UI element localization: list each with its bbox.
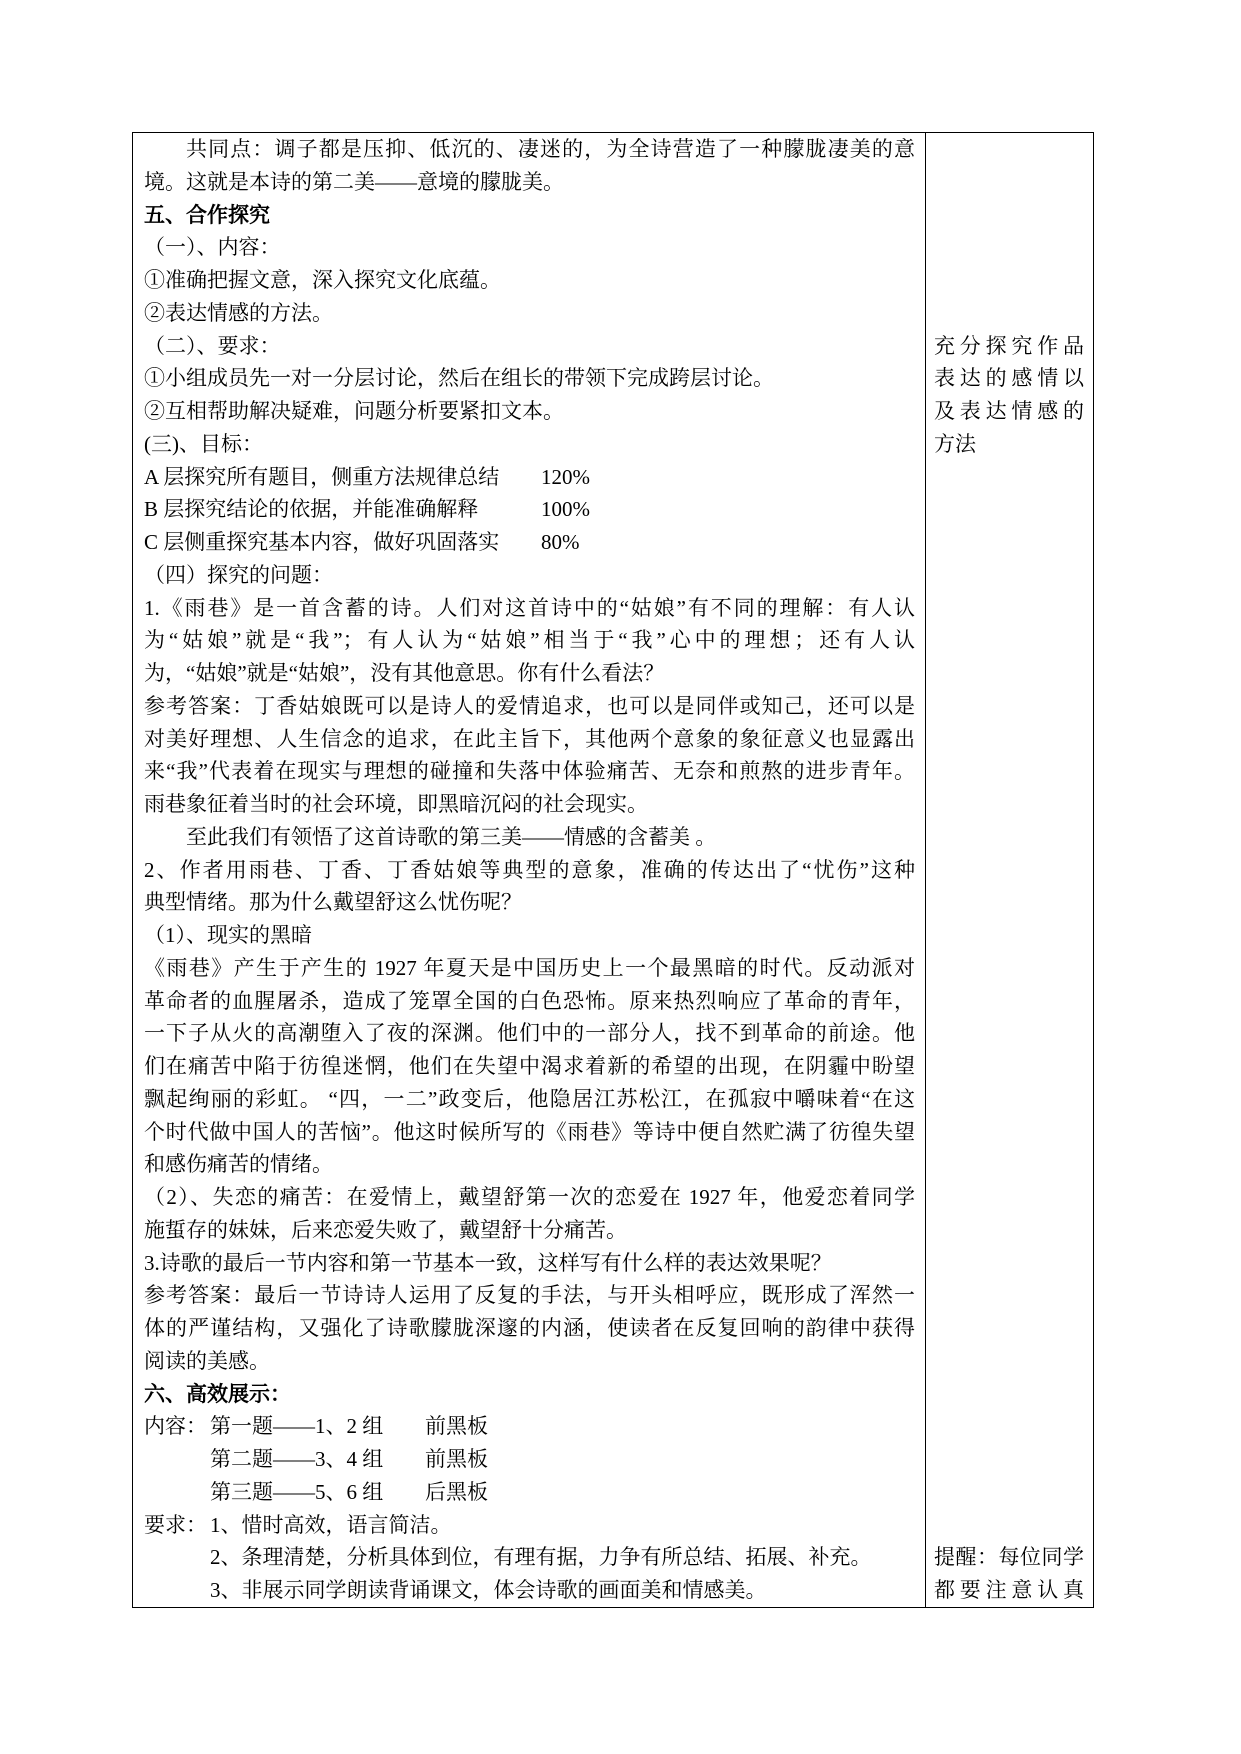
presentation-task: 第一题——1、2 组 (210, 1414, 384, 1439)
question-1-line: 为“姑娘”就是“我”；有人认为“姑娘”相当于“我”心中的理想；还有人认 (144, 628, 915, 653)
presentation-row (144, 1476, 915, 1509)
presentation-board: 前黑板 (425, 1414, 488, 1439)
presentation-requirement-item: 1、惜时高效，语言简洁。 (210, 1512, 452, 1537)
reason-1-line: 个时代做中国人的苦恼”。他这时候所写的《雨巷》等诗中便自然贮满了彷徨失望 (144, 1119, 915, 1144)
content-item: ②表达情感的方法。 (144, 300, 333, 325)
subsection-label-questions: （四）探究的问题： (144, 562, 333, 587)
reminder-side-note (934, 1541, 1084, 1607)
answer-3-line: 体的严谨结构，又强化了诗歌朦胧深邃的内涵，使读者在反复回响的韵律中获得 (144, 1316, 915, 1340)
goal-percent: 100% (541, 497, 590, 522)
question-1-line: 为，“姑娘”就是“姑娘”，没有其他意思。你有什么看法？ (144, 661, 665, 685)
presentation-requirement-row (144, 1509, 915, 1542)
reason-1-line: 革命者的血腥屠杀，造成了笼罩全国的白色恐怖。原来热烈响应了革命的青年， (144, 988, 915, 1013)
presentation-board: 前黑板 (425, 1447, 488, 1471)
side-note-line: 表达的感情以 (934, 366, 1084, 391)
question-3: 3.诗歌的最后一节内容和第一节基本一致，这样写有什么样的表达效果呢？ (144, 1250, 832, 1275)
answer-3-line: 参考答案：最后一节诗诗人运用了反复的手法，与开头相呼应，既形成了浑然一 (144, 1283, 915, 1308)
goal-text: B 层探究结论的依据，并能准确解释 (144, 497, 479, 522)
side-note-line: 充分探究作品 (934, 333, 1084, 358)
goal-text: A 层探究所有题目，侧重方法规律总结 (144, 464, 500, 489)
answer-1-line: 来“我”代表着在现实与理想的碰撞和失落中体验痛苦、无奈和煎熬的进步青年。 (144, 759, 915, 784)
reason-1-label: （1）、现实的黑暗 (144, 923, 312, 947)
question-2-line: 2、作者用雨巷、丁香、丁香姑娘等典型的意象，准确的传达出了“忧伤”这种 (144, 857, 915, 882)
question-1-line: 1.《雨巷》是一首含蓄的诗。人们对这首诗中的“姑娘”有不同的理解：有人认 (144, 595, 915, 620)
requirement-item: ②互相帮助解决疑难，问题分析要紧扣文本。 (144, 399, 564, 423)
answer-1-line: 对美好理想、人生信念的追求，在此主旨下，其他两个意象的象征意义也显露出 (144, 726, 915, 751)
presentation-requirements-label: 要求： (144, 1512, 207, 1537)
presentation-row (144, 1410, 915, 1443)
question-1-conclusion: 至此我们有领悟了这首诗歌的第三美——情感的含蓄美 。 (186, 824, 717, 849)
subsection-label-requirements: （二）、要求： (144, 333, 281, 358)
reason-1-line: 一下子从火的高潮堕入了夜的深渊。他们中的一部分人，找不到革命的前途。他 (144, 1021, 915, 1046)
presentation-requirement-item: 3、非展示同学朗读背诵课文，体会诗歌的画面美和情感美。 (210, 1578, 767, 1602)
answer-3-line: 阅读的美感。 (144, 1348, 270, 1373)
presentation-task: 第三题——5、6 组 (210, 1479, 384, 1504)
goal-row-a (144, 461, 915, 494)
answer-1-line: 雨巷象征着当时的社会环境，即黑暗沉闷的社会现实。 (144, 792, 648, 816)
main-content-cell (133, 133, 926, 1607)
reason-2-line: （2）、失恋的痛苦：在爱情上，戴望舒第一次的恋爱在 1927 年，他爱恋着同学 (144, 1185, 915, 1209)
content-item: ①准确把握文意，深入探究文化底蕴。 (144, 268, 501, 292)
reason-1-line: 《雨巷》产生于产生的 1927 年夏天是中国历史上一个最黑暗的时代。反动派对 (144, 955, 915, 980)
reason-1-line: 飘起绚丽的彩虹。 “四，一二”政变后，他隐居江苏松江，在孤寂中嚼味着“在这 (144, 1086, 915, 1111)
presentation-content-label: 内容： (144, 1414, 207, 1439)
reminder-line: 提醒：每位同学 (934, 1545, 1084, 1570)
reason-1-line: 们在痛苦中陷于彷徨迷惘，他们在失望中渴求着新的希望的出现，在阴霾中盼望 (144, 1054, 915, 1078)
requirement-item: ①小组成员先一对一分层讨论，然后在组长的带领下完成跨层讨论。 (144, 366, 774, 391)
goal-percent: 80% (541, 530, 580, 554)
inquiry-side-note (934, 330, 1084, 461)
subsection-label-content: （一）、内容： (144, 235, 281, 260)
presentation-row (144, 1443, 915, 1476)
side-notes-cell (926, 133, 1093, 1607)
commonality-line: 共同点：调子都是压抑、低沉的、凄迷的，为全诗营造了一种朦胧凄美的意 (186, 137, 915, 161)
goal-row-b (144, 493, 915, 526)
section-heading-presentation: 六、高效展示： (144, 1381, 291, 1406)
presentation-requirement-item: 2、条理清楚，分析具体到位，有理有据，力争有所总结、拓展、补充。 (210, 1545, 872, 1570)
lesson-plan-table (132, 132, 1094, 1608)
section-heading-cooperative-inquiry: 五、合作探究 (144, 202, 270, 227)
goal-row-c (144, 526, 915, 559)
reminder-line: 都要注意认真 (934, 1578, 1084, 1602)
goal-percent: 120% (541, 464, 590, 489)
presentation-board: 后黑板 (425, 1479, 488, 1504)
commonality-line: 境。这就是本诗的第二美——意境的朦胧美。 (144, 169, 564, 194)
answer-1-line: 参考答案：丁香姑娘既可以是诗人的爱情追求，也可以是同伴或知己，还可以是 (144, 693, 915, 718)
presentation-task: 第二题——3、4 组 (210, 1447, 384, 1471)
side-note-line: 及表达情感的 (934, 399, 1084, 423)
question-2-line: 典型情绪。那为什么戴望舒这么忧伤呢？ (144, 890, 522, 915)
subsection-label-goals: (三)、目标： (144, 431, 263, 456)
side-note-line: 方法 (934, 431, 976, 456)
reason-1-line: 和感伤痛苦的情绪。 (144, 1152, 333, 1177)
goal-text: C 层侧重探究基本内容，做好巩固落实 (144, 530, 500, 554)
reason-2-line: 施蜇存的妹妹，后来恋爱失败了，戴望舒十分痛苦。 (144, 1217, 627, 1242)
